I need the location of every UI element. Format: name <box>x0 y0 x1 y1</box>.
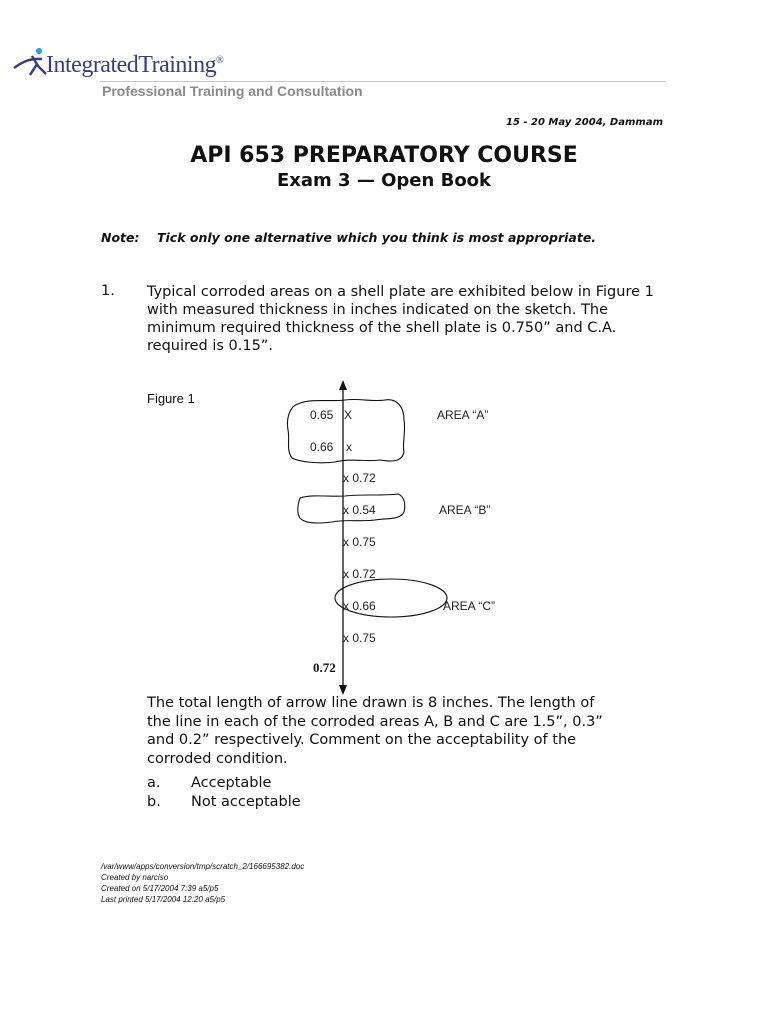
document-subtitle: Exam 3 — Open Book <box>276 170 492 191</box>
reading-4: x 0.75 <box>343 535 376 549</box>
question-number: 1. <box>101 283 115 299</box>
reading-7: x 0.75 <box>343 631 376 645</box>
option-a-text: Acceptable <box>191 775 272 791</box>
arrow-head-top <box>339 380 347 390</box>
option-b-letter: b. <box>147 794 161 810</box>
figure-label: Figure 1 <box>147 391 195 406</box>
option-b[interactable] <box>147 794 301 810</box>
question-followup: The total length of arrow line drawn is 8 inches. The length of the line in each of the corroded areas A, B and C are 1.5”, 0.3” and 0.2” respectively. Comment on the acceptability of the corroded condition. <box>147 695 603 767</box>
reading-6: x 0.66 <box>343 599 376 613</box>
note-text: Tick only one alternative which you think is most appropriate. <box>157 230 597 245</box>
area-c-label: AREA “C” <box>443 599 496 613</box>
reading-1-marker: x <box>346 440 352 454</box>
area-b-label: AREA “B” <box>439 503 491 517</box>
date-location: 15 - 20 May 2004, Dammam <box>506 117 663 128</box>
reading-0-marker: X <box>344 408 353 422</box>
option-a-letter: a. <box>147 775 161 791</box>
note-label: Note: <box>101 230 140 245</box>
logo-registered-mark: ® <box>216 55 224 66</box>
logo-text-integrated: Integrated <box>46 52 139 78</box>
question-text: Typical corroded areas on a shell plate are exhibited below in Figure 1 with measured thickness in inches indicated on the sketch. The minimum required thickness of the shell plate is 0.750” and C.A. required is 0.15”. <box>147 284 654 354</box>
footer-last-printed: Last printed 5/17/2004 12:20 a5/p5 <box>101 895 226 904</box>
footer-created-on: Created on 5/17/2004 7:39 a5/p5 <box>101 884 219 893</box>
reading-1-value: 0.66 <box>310 440 334 454</box>
footer-created-by: Created by narciso <box>101 873 169 882</box>
tagline: Professional Training and Consultation <box>102 83 363 99</box>
reading-0-value: 0.65 <box>310 408 334 422</box>
logo-text-training: Training <box>138 52 217 78</box>
document-title: API 653 PREPARATORY COURSE <box>190 143 578 168</box>
bottom-reading: 0.72 <box>313 660 336 675</box>
footer-path: /var/www/apps/conversion/tmp/scratch_2/166695382.doc <box>101 862 305 871</box>
reading-2: x 0.72 <box>343 471 376 485</box>
option-a[interactable] <box>147 775 271 791</box>
reading-3: x 0.54 <box>343 503 376 517</box>
option-b-text: Not acceptable <box>191 794 301 810</box>
document-footer <box>101 861 304 905</box>
area-a-label: AREA “A” <box>437 408 489 422</box>
reading-5: x 0.72 <box>343 567 376 581</box>
